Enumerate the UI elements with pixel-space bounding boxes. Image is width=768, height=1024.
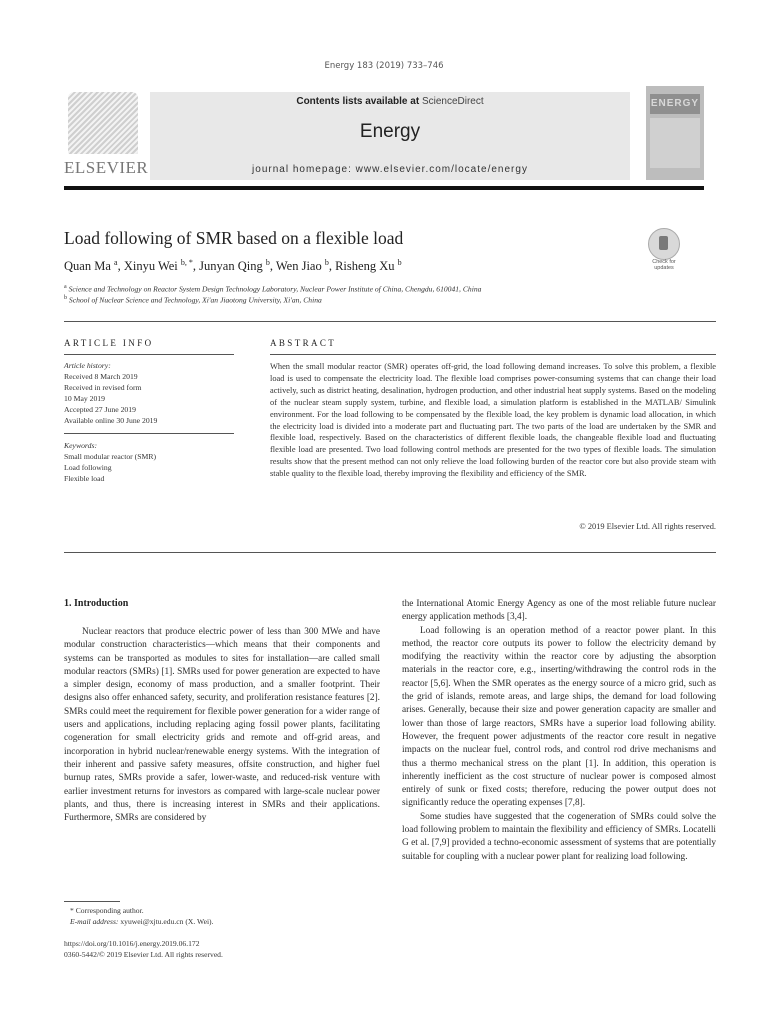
- email-label: E-mail address:: [70, 916, 119, 926]
- body-column-right: [402, 598, 716, 864]
- header-divider: [64, 186, 704, 190]
- keyword: Small modular reactor (SMR): [64, 452, 157, 461]
- body-paragraph: Nuclear reactors that produce electric power of less than 300 MWe and have modular construction characteristics—which means that their components and systems can be transported as modules to sites for installation—are called small modular reactors (SMRs) [1]. SMRs used for power generation are expected to have a simpler design, economy of mass production, and a smaller footprint. Their designs also offer enhanced safety, security, and proliferation resistance features [2]. SMRs could meet the requirement for flexible power generation for a wider range of users and applications, including replacing aging fossil power plants, facilitating cogeneration for small electricity grids and remote and off-grid areas, and incorporation in hybrid nuclear/renewable energy systems. With the integration of their inherent and passive safety measures, offsite construction, and higher fuel burnup rates, SMRs provide a safer, lower-waste, and reduced-risk venture with earlier investment returns for investors as compared with large-scale nuclear power plants, and thus, there is increasing interest in SMRs and their applications. Furthermore, SMRs are considered by: [64, 627, 380, 824]
- abstract-copyright: © 2019 Elsevier Ltd. All rights reserved.: [579, 522, 716, 531]
- cover-title: ENERGY: [650, 94, 700, 114]
- cover-image: [650, 118, 700, 168]
- keywords-label: Keywords:: [64, 441, 98, 450]
- doi-link[interactable]: https://doi.org/10.1016/j.energy.2019.06.172: [64, 939, 200, 948]
- bookmark-icon: [648, 228, 680, 260]
- history-line: Received 8 March 2019: [64, 372, 138, 381]
- affiliation-text: School of Nuclear Science and Technology, Xi'an Jiaotong University, Xi'an, China: [68, 295, 322, 305]
- abstract-text: When the small modular reactor (SMR) operates off-grid, the load following demand increases. To solve this problem, a flexible load is used to compensate the electricity load. The flexible load comprises power-consuming systems that can change their load actively, such as district heating, desalination, hydrogen production, and other industrial heat supply systems. Based on the modeling of the nuclear steam supply system, turbine, and flexible load, a simulation platform is established in the MATLAB/ Simulink environment. For the load following to be compensated by the flexible load, the key problem is dynamic load allocation, in which the electricity load is divided into a moderate part and fluctuating part. The two parts of the load are undertaken by the SMR and flexible load, respectively. Based on the characteristics of different flexible loads, the changeable flexible load and fluctuating flexible load are presented. Two load following control methods are presented for the two types of flexible loads. The simulation results show that the present method can not only relieve the load following burden of the reactor core but also provide steam with stable quality to the flexible load, thereby improving the flexibility and efficiency of the SMR.: [270, 362, 716, 479]
- corresponding-author-footnote: [70, 906, 214, 927]
- sciencedirect-link[interactable]: ScienceDirect: [421, 96, 484, 107]
- journal-title: Energy: [359, 121, 421, 142]
- keywords: [64, 440, 234, 484]
- homepage-link[interactable]: www.elsevier.com/locate/energy: [355, 164, 528, 175]
- author-affiliation-mark: a: [114, 258, 118, 267]
- check-for-updates-badge[interactable]: [644, 228, 684, 271]
- contents-line: [150, 96, 630, 107]
- footnote-divider: [64, 901, 120, 902]
- tree-emblem-icon: [68, 92, 138, 154]
- doi-block: [64, 939, 223, 960]
- affiliation-b: [64, 295, 322, 305]
- author-affiliation-mark: b, *: [180, 258, 193, 267]
- author-name[interactable]: Xinyu Wei: [123, 259, 178, 274]
- author-affiliation-mark: b: [265, 258, 270, 267]
- keywords-divider: [64, 433, 234, 434]
- author-name[interactable]: Wen Jiao: [275, 259, 322, 274]
- info-bottom-divider: [64, 552, 716, 553]
- email-link[interactable]: xyuwei@xjtu.edu.cn (X. Wei).: [120, 916, 214, 926]
- journal-citation: Energy 183 (2019) 733–746: [324, 61, 444, 71]
- affiliation-mark: a: [64, 284, 67, 290]
- abstract-divider: [270, 354, 716, 355]
- history-line: Received in revised form: [64, 383, 142, 392]
- body-paragraph: Load following is an operation method of a reactor power plant. In this method, the reactor core outputs its power to follow the electricity demand by modifying the reactivity within the reactor core by adjusting the absorption materials in the reactor core, e.g., inserting/withdrawing the control rods in the reactor [5,6]. When the SMR operates as the energy source of a micro grid, such as the grid of islands, remote areas, and large ships, the demand for load following arises. Generally, because their size and power generation capacity are smaller and lower than those of large reactors, SMRs have a superior load following ability. However, the frequent power adjustments of the reactor core result in negative impacts on the nuclear fuel, control rods, and control rod drive mechanisms and thus a thermo mechanical stress on the plant [1]. In addition, this operation is inherently inefficient as the cost structure of nuclear power is composed almost entirely of sunk or fixed costs; therefore, reducing the power output does not significantly reduce the operating expenses [7,8].: [402, 625, 716, 809]
- history-label: Article history:: [64, 361, 111, 370]
- article-info-divider: [64, 354, 234, 355]
- author-affiliation-mark: b: [324, 258, 329, 267]
- keyword: Load following: [64, 463, 112, 472]
- history-line: Available online 30 June 2019: [64, 416, 158, 425]
- publisher-name: ELSEVIER: [64, 158, 149, 177]
- affiliation-mark: b: [64, 295, 67, 301]
- body-paragraph: the International Atomic Energy Agency as one of the most reliable future nuclear energy application methods [3,4].: [402, 599, 716, 623]
- journal-cover-thumbnail[interactable]: [646, 86, 704, 180]
- section-heading-introduction: 1. Introduction: [64, 598, 129, 609]
- article-title: Load following of SMR based on a flexible load: [64, 228, 404, 248]
- info-top-divider: [64, 321, 716, 322]
- corresponding-label: * Corresponding author.: [70, 906, 144, 915]
- article-history: [64, 360, 234, 426]
- history-line: Accepted 27 June 2019: [64, 405, 136, 414]
- author-name[interactable]: Junyan Qing: [199, 259, 263, 274]
- publisher-logo: [64, 92, 149, 180]
- author-name[interactable]: Quan Ma: [64, 259, 111, 274]
- contents-label: Contents lists available at: [296, 96, 422, 107]
- homepage-label: journal homepage:: [252, 164, 356, 175]
- author-list: Quan Ma $^a$, Xinyu Wei $^{b, *}$, Junyan Qing $^b$, Wen Jiao $^b$, Risheng Xu $^b$: [64, 258, 402, 274]
- body-column-left: [64, 626, 380, 825]
- article-info-heading: ARTICLE INFO: [64, 338, 154, 348]
- journal-homepage: [150, 164, 630, 175]
- author-affiliation-mark: b: [397, 258, 402, 267]
- affiliation-text: Science and Technology on Reactor System Design Technology Laboratory, Nuclear Power Institute of China, Chengdu, 610041, China: [68, 284, 482, 294]
- affiliation-a: [64, 284, 481, 294]
- abstract-heading: ABSTRACT: [270, 338, 337, 348]
- issn-copyright: 0360-5442/© 2019 Elsevier Ltd. All rights reserved.: [64, 949, 223, 959]
- body-paragraph: Some studies have suggested that the cogeneration of SMRs could solve the load following problem to maintain the flexibility and efficiency of SMRs. Locatelli G et al. [7,9] provided a techno-economic assessment of systems that are potentially suitable for coupling with a nuclear power plant for realizing load following.: [402, 811, 716, 862]
- history-line: 10 May 2019: [64, 394, 105, 403]
- check-updates-label: Check for updates: [652, 259, 676, 271]
- keyword: Flexible load: [64, 474, 105, 483]
- author-name[interactable]: Risheng Xu: [335, 259, 395, 274]
